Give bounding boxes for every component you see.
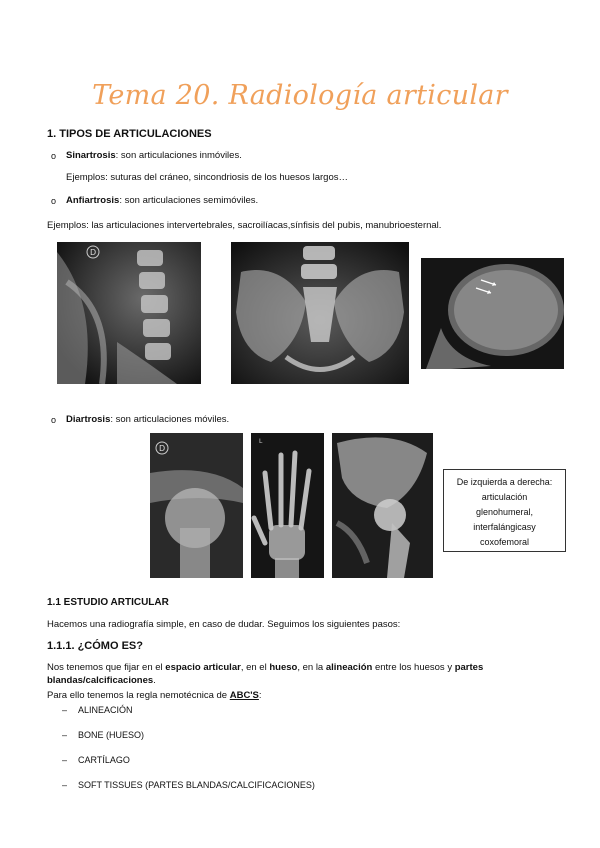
text-run: Para ello tenemos la regla nemotécnica de: [47, 690, 230, 701]
caption-line: articulación: [481, 492, 528, 502]
bullet-diartrosis: [66, 414, 229, 425]
image-label: L: [259, 438, 263, 445]
list-item: CARTÍLAGO: [78, 755, 130, 765]
list-item: ALINEACIÓN: [78, 705, 133, 715]
xray-hand: [251, 433, 324, 578]
text-run: hueso: [269, 662, 298, 673]
xray-lumbar-spine-drawing: [57, 242, 201, 384]
xray-pelvis: [231, 242, 409, 384]
bullet-icon: o: [51, 151, 57, 161]
text-run: :: [258, 690, 262, 701]
list-item: SOFT TISSUES (PARTES BLANDAS/CALCIFICACIONES): [78, 780, 315, 790]
image-caption-box: [443, 469, 566, 552]
text-run: , en el: [240, 662, 270, 673]
caption-line: glenohumeral,: [475, 507, 534, 517]
section-heading-estudio: 1.1 ESTUDIO ARTICULAR: [47, 597, 169, 608]
anfiartrosis-example: Ejemplos: las articulaciones intervertebrales, sacroilíacas,sínfisis del pubis, manubrioesternal.: [47, 220, 442, 231]
text-run: .: [153, 675, 156, 686]
term-anfiartrosis: Anfiartrosis: [66, 195, 120, 206]
list-item: BONE (HUESO): [78, 730, 145, 740]
bullet-sinartrosis: [66, 150, 242, 161]
sinartrosis-example: Ejemplos: suturas del cráneo, sincondriosis de los huesos largos…: [66, 172, 348, 183]
caption-line: interfalángicasy: [473, 522, 536, 532]
sinartrosis-definition: : son articulaciones inmóviles.: [115, 150, 242, 161]
list-dash: –: [62, 705, 68, 715]
xray-hip-drawing: [332, 433, 433, 578]
bullet-icon: o: [51, 196, 57, 206]
diartrosis-definition: : son articulaciones móviles.: [110, 414, 230, 425]
text-run: alineación: [325, 662, 373, 673]
estudio-intro: Hacemos una radiografía simple, en caso de dudar. Seguimos los siguientes pasos:: [47, 619, 401, 630]
list-dash: –: [62, 755, 68, 765]
text-run: entre los huesos y: [372, 662, 455, 673]
bullet-anfiartrosis: [66, 195, 258, 206]
image-label: D: [90, 248, 97, 257]
text-run: partes: [454, 662, 484, 673]
caption-line: De izquierda a derecha:: [456, 477, 553, 487]
xray-skull-drawing: [421, 258, 564, 369]
text-run: espacio articular: [165, 662, 241, 673]
bullet-icon: o: [51, 415, 57, 425]
xray-pelvis-drawing: [231, 242, 409, 384]
xray-hand-drawing: [251, 433, 324, 578]
xray-shoulder: [150, 433, 243, 578]
text-run: blandas/calcificaciones: [47, 675, 154, 686]
list-dash: –: [62, 780, 68, 790]
page-title: Tema 20. Radiología articular: [92, 80, 508, 111]
xray-skull: [421, 258, 564, 369]
caption-line: coxofemoral: [479, 537, 530, 547]
anfiartrosis-definition: : son articulaciones semimóviles.: [119, 195, 259, 206]
section-heading-tipos: 1. TIPOS DE ARTICULACIONES: [47, 128, 212, 140]
xray-shoulder-drawing: [150, 433, 243, 578]
term-sinartrosis: Sinartrosis: [66, 150, 116, 161]
abcs-mnemonic: ABC'S: [229, 690, 259, 701]
xray-lumbar-spine: [57, 242, 201, 384]
xray-hip: [332, 433, 433, 578]
term-diartrosis: Diartrosis: [66, 414, 111, 425]
image-label: D: [159, 444, 166, 453]
paragraph-fijar: [47, 661, 557, 687]
list-dash: –: [62, 730, 68, 740]
sub-heading-como-es: 1.1.1. ¿CÓMO ES?: [47, 640, 143, 652]
text-run: , en la: [297, 662, 326, 673]
paragraph-regla: [47, 690, 262, 701]
text-run: Nos tenemos que fijar en el: [47, 662, 166, 673]
